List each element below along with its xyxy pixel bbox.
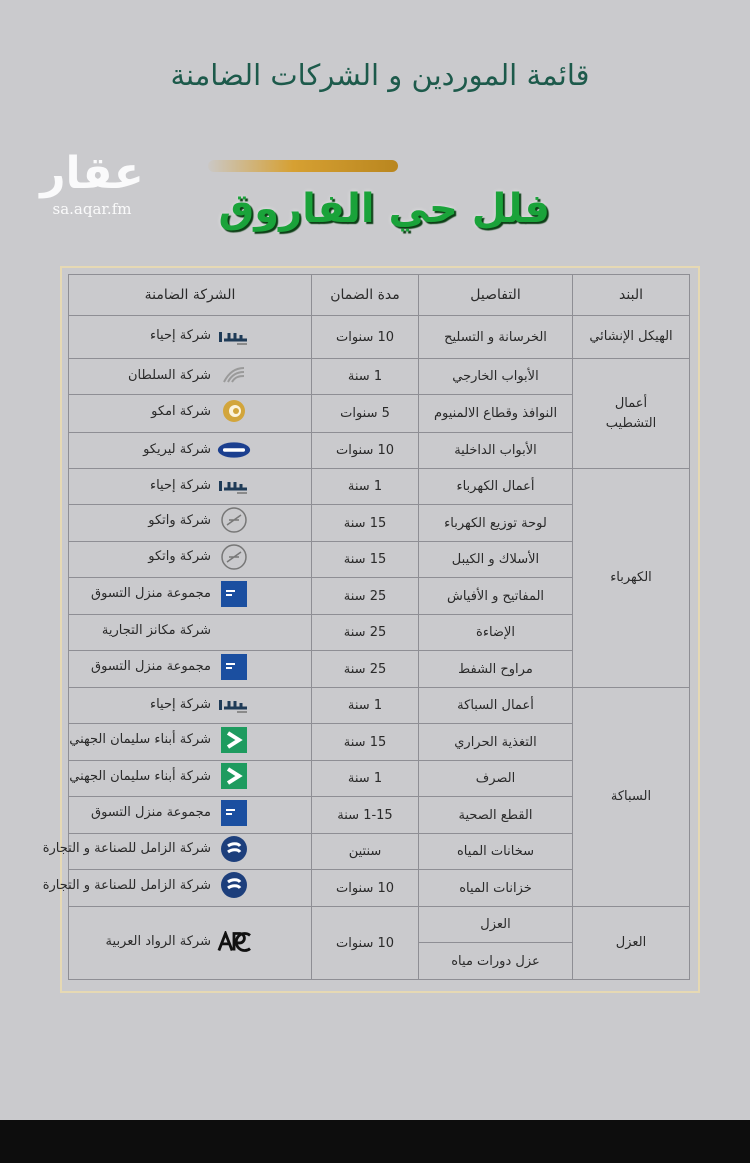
manzil-logo-icon: [217, 655, 251, 679]
company-name: شركة الرواد العربية: [105, 934, 211, 949]
company-entry: [150, 692, 251, 716]
company-cell: [69, 651, 312, 688]
warranty-cell: 1 سنة: [312, 469, 419, 505]
detail-cell: مراوح الشفط: [419, 651, 573, 688]
company-name: شركة الزامل للصناعة و التجارة: [42, 877, 211, 893]
logo-placeholder: [217, 619, 251, 643]
warranty-cell: 15 سنة: [312, 542, 419, 578]
table-row: [69, 907, 690, 943]
company-name: شركة واتكو: [148, 549, 211, 564]
zamil-logo-icon: [217, 873, 251, 897]
company-name: مجموعة منزل التسوق: [91, 659, 211, 674]
company-entry: [106, 930, 251, 954]
detail-cell: عزل دورات مياه: [419, 943, 573, 980]
company-cell: [69, 433, 312, 469]
company-name: شركة واتكو: [148, 512, 211, 528]
warranty-cell: 15 سنة: [312, 724, 419, 761]
detail-cell: سخانات المياه: [419, 834, 573, 870]
company-entry: [102, 619, 251, 643]
company-entry: [43, 873, 251, 897]
manzil-logo-icon: [217, 582, 251, 606]
warranty-cell: 25 سنة: [312, 578, 419, 615]
company-cell: [69, 615, 312, 651]
column-header-item: البند: [573, 275, 690, 316]
group-label: الهيكل الإنشائي: [589, 329, 673, 344]
company-cell: [69, 505, 312, 542]
detail-cell: النوافذ وقطاع الالمنيوم: [419, 395, 573, 433]
column-header-warranty: مدة الضمان: [312, 275, 419, 316]
company-cell: [69, 688, 312, 724]
company-cell: [69, 578, 312, 615]
group-insulation: [573, 907, 690, 980]
company-entry: [91, 655, 251, 679]
watco-logo-icon: [217, 508, 251, 532]
warranty-cell: 15 سنة: [312, 505, 419, 542]
detail-cell: أعمال الكهرباء: [419, 469, 573, 505]
watermark-brand: عقار: [40, 148, 144, 199]
company-cell: [69, 359, 312, 395]
company-entry: [128, 363, 251, 387]
company-cell: [69, 724, 312, 761]
warranty-cell: 1 سنة: [312, 359, 419, 395]
warranty-cell: 5 سنوات: [312, 395, 419, 433]
company-entry: [91, 801, 251, 825]
column-header-details: التفاصيل: [419, 275, 573, 316]
company-cell: [42, 870, 312, 907]
group-label: أعمال التشطيب: [605, 395, 657, 431]
group-label: العزل: [615, 935, 647, 950]
project-subtitle: فلل حي الفاروق: [218, 186, 550, 232]
company-cell: [69, 316, 312, 359]
company-name: شركة امكو: [151, 403, 211, 419]
table-row: [69, 469, 690, 505]
table-header-row: [69, 275, 690, 316]
warranty-cell: 25 سنة: [312, 615, 419, 651]
juhani-logo-icon: [217, 728, 251, 752]
company-entry: [148, 508, 251, 532]
company-entry: [150, 324, 251, 348]
manzil-logo-icon: [217, 801, 251, 825]
table-row: [69, 316, 690, 359]
warranty-cell: 10 سنوات: [312, 316, 419, 359]
sultan-logo-icon: [217, 363, 251, 387]
group-finishing: [573, 359, 690, 469]
company-cell: [69, 469, 312, 505]
company-cell: [42, 834, 312, 870]
warranty-cell: 10 سنوات: [312, 870, 419, 907]
company-name: مجموعة منزل التسوق: [91, 586, 211, 601]
group-plumbing: [573, 688, 690, 907]
company-cell: [69, 542, 312, 578]
detail-cell: الخرسانة و التسليح: [419, 316, 573, 359]
watco-logo-icon: [217, 545, 251, 569]
company-name: مجموعة منزل التسوق: [91, 805, 211, 820]
table-row: [69, 359, 690, 395]
aqar-watermark: [32, 150, 152, 218]
warranty-cell: 1 سنة: [312, 761, 419, 797]
ehyaa-logo-icon: [217, 324, 251, 348]
company-name: شركة إحياء: [149, 328, 211, 343]
juhani-logo-icon: [217, 764, 251, 788]
detail-cell: الأبواب الداخلية: [419, 433, 573, 469]
company-name: شركة أبناء سليمان الجهني: [69, 768, 211, 784]
company-cell: [69, 797, 312, 834]
lyrecoo-logo-icon: [217, 438, 251, 462]
company-entry: [151, 399, 251, 423]
group-structure: [573, 316, 690, 359]
company-name: شركة إحياء: [149, 696, 211, 712]
company-entry: [69, 728, 251, 752]
company-entry: [148, 545, 251, 569]
detail-cell: القطع الصحية: [419, 797, 573, 834]
suppliers-table: [42, 274, 690, 980]
table-row: [69, 688, 690, 724]
company-cell: [69, 761, 312, 797]
zamil-logo-icon: [217, 837, 251, 861]
amco-logo-icon: [217, 399, 251, 423]
warranty-cell: 1-15 سنة: [312, 797, 419, 834]
detail-cell: المفاتيح و الأفياش: [419, 578, 573, 615]
company-entry: [91, 582, 251, 606]
warranty-cell: 10 سنوات: [312, 433, 419, 469]
company-name: شركة إحياء: [149, 477, 211, 493]
detail-cell: الإضاءة: [419, 615, 573, 651]
detail-cell: العزل: [419, 907, 573, 943]
company-cell: [69, 907, 312, 980]
warranty-cell: سنتين: [312, 834, 419, 870]
warranty-cell: 25 سنة: [312, 651, 419, 688]
company-cell: [69, 395, 312, 433]
detail-cell: الأسلاك و الكيبل: [419, 542, 573, 578]
apc-logo-icon: [217, 930, 251, 954]
detail-cell: الأبواب الخارجي: [419, 359, 573, 395]
ehyaa-logo-icon: [217, 692, 251, 716]
detail-cell: لوحة توزيع الكهرباء: [419, 505, 573, 542]
company-entry: [143, 438, 251, 462]
company-name: شركة أبناء سليمان الجهني: [69, 732, 211, 747]
decorative-gold-bar: [208, 160, 398, 172]
detail-cell: خزانات المياه: [419, 870, 573, 907]
page-title: قائمة الموردين و الشركات الضامنة: [170, 58, 590, 92]
column-header-company: الشركة الضامنة: [69, 275, 312, 316]
company-name: شركة السلطان: [127, 367, 211, 383]
detail-cell: الصرف: [419, 761, 573, 797]
group-label: السباكة: [610, 789, 652, 804]
detail-cell: التغذية الحراري: [419, 724, 573, 761]
company-name: شركة ليريكو: [143, 442, 211, 457]
company-name: شركة الزامل للصناعة و التجارة: [42, 841, 211, 856]
ehyaa-logo-icon: [217, 473, 251, 497]
warranty-cell: 10 سنوات: [312, 907, 419, 980]
warranty-cell: 1 سنة: [312, 688, 419, 724]
company-entry: [69, 764, 251, 788]
company-entry: [43, 837, 251, 861]
company-name: شركة مكانز التجارية: [101, 623, 211, 638]
watermark-url: sa.aqar.fm: [52, 200, 132, 218]
detail-cell: أعمال السباكة: [419, 688, 573, 724]
group-electric: [573, 469, 690, 688]
bottom-band: [0, 1120, 750, 1163]
company-entry: [150, 473, 251, 497]
group-label: الكهرباء: [610, 570, 652, 585]
